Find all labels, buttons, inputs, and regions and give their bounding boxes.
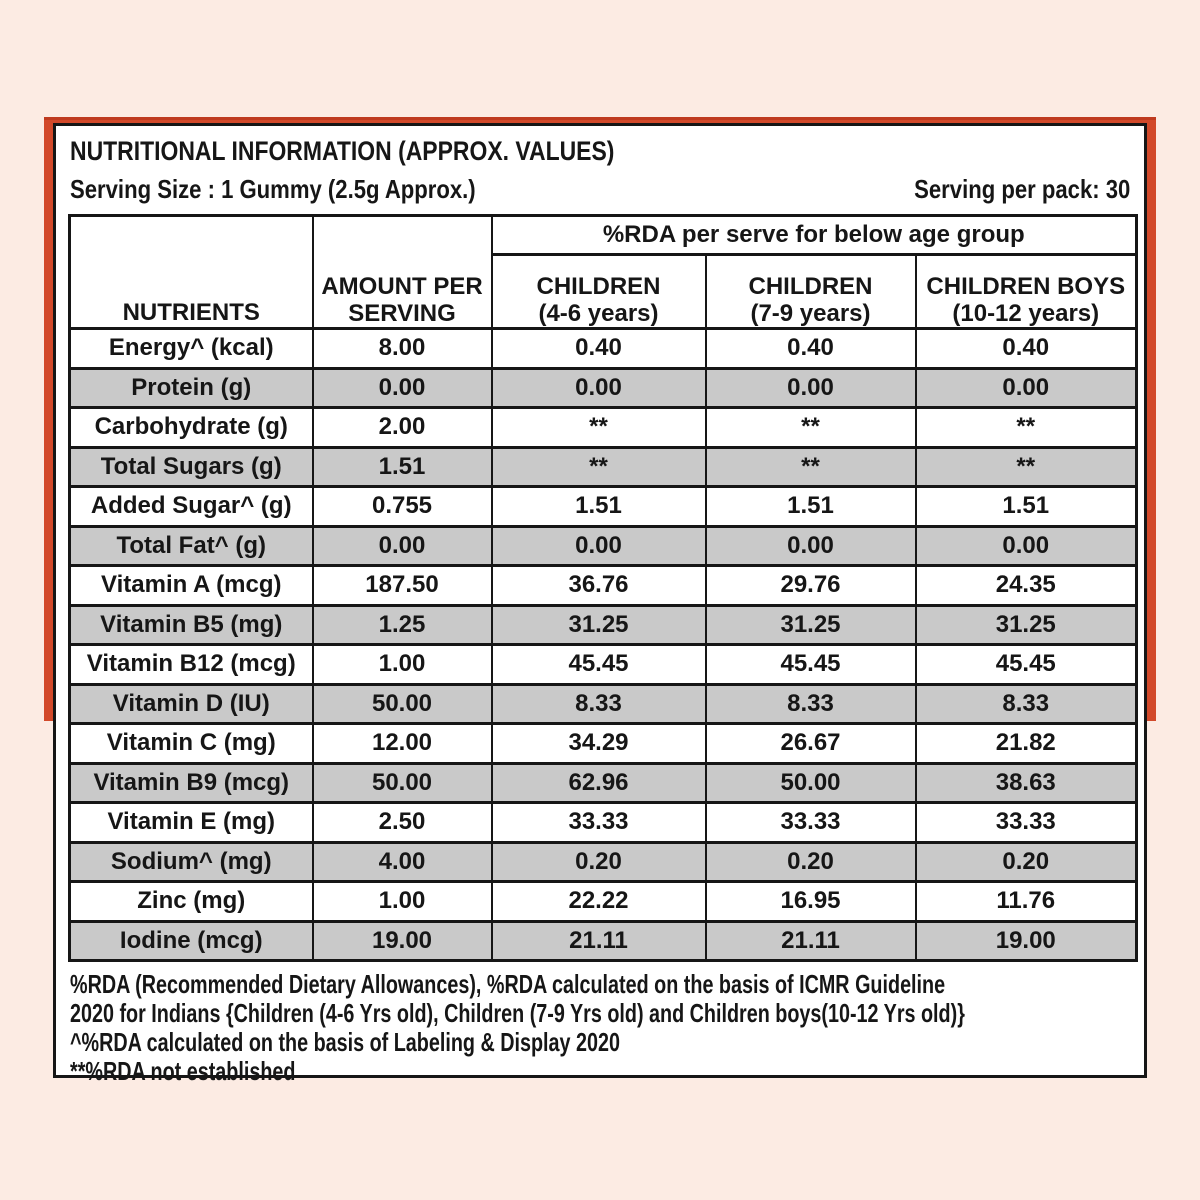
value-cell-rda_10_12: 19.00 (916, 921, 1137, 961)
value-cell-rda_7_9: ** (706, 408, 916, 448)
value-cell-rda_4_6: 33.33 (492, 803, 706, 843)
col-header-children-boys-10-12 (916, 255, 1137, 329)
serving-per-pack-text: Serving per pack: 30 (913, 174, 1130, 204)
value-cell-rda_7_9: 8.33 (706, 684, 916, 724)
table-row (70, 526, 1137, 566)
table-row (70, 566, 1137, 606)
value-cell-amount: 0.00 (313, 526, 492, 566)
value-cell-amount: 19.00 (313, 921, 492, 961)
value-cell-rda_10_12: 0.40 (916, 329, 1137, 369)
footnote-rda-age-groups: 2020 for Indians {Children (4-6 Yrs old), Children (7-9 Yrs old) and Children boys(10-12 Yrs old)} (70, 998, 965, 1028)
footnote-rda-icmr: %RDA (Recommended Dietary Allowances), %RDA calculated on the basis of ICMR Guideline (70, 969, 946, 999)
table-row (70, 329, 1137, 369)
value-cell-rda_4_6: 34.29 (492, 724, 706, 764)
value-cell-rda_10_12: 38.63 (916, 763, 1137, 803)
table-row (70, 605, 1137, 645)
table-row (70, 368, 1137, 408)
value-cell-amount: 2.00 (313, 408, 492, 448)
value-cell-rda_7_9: 26.67 (706, 724, 916, 764)
value-cell-rda_7_9: ** (706, 447, 916, 487)
value-cell-amount: 187.50 (313, 566, 492, 606)
value-cell-rda_10_12: 11.76 (916, 882, 1137, 922)
value-cell-amount: 1.51 (313, 447, 492, 487)
nutrient-name-cell: Total Sugars (g) (70, 447, 313, 487)
value-cell-rda_10_12: 8.33 (916, 684, 1137, 724)
value-cell-rda_7_9: 45.45 (706, 645, 916, 685)
col-header-children-7-9 (706, 255, 916, 329)
value-cell-amount: 2.50 (313, 803, 492, 843)
value-cell-amount: 50.00 (313, 684, 492, 724)
nutrient-name-cell: Vitamin D (IU) (70, 684, 313, 724)
value-cell-rda_7_9: 16.95 (706, 882, 916, 922)
col-header-nutrients: NUTRIENTS (70, 216, 313, 329)
value-cell-rda_4_6: ** (492, 447, 706, 487)
table-header-row-rda (70, 216, 1137, 255)
nutrition-info-card (53, 123, 1147, 1086)
nutrient-name-cell: Total Fat^ (g) (70, 526, 313, 566)
value-cell-rda_7_9: 0.20 (706, 842, 916, 882)
value-cell-rda_4_6: 45.45 (492, 645, 706, 685)
table-row (70, 763, 1137, 803)
nutrient-name-cell: Energy^ (kcal) (70, 329, 313, 369)
nutrient-name-cell: Protein (g) (70, 368, 313, 408)
value-cell-rda_10_12: 1.51 (916, 487, 1137, 527)
nutrient-name-cell: Vitamin E (mg) (70, 803, 313, 843)
nutrient-name-cell: Vitamin C (mg) (70, 724, 313, 764)
value-cell-amount: 0.00 (313, 368, 492, 408)
value-cell-rda_7_9: 50.00 (706, 763, 916, 803)
serving-size-text: Serving Size : 1 Gummy (2.5g Approx.) (70, 174, 476, 204)
nutrient-name-cell: Vitamin A (mcg) (70, 566, 313, 606)
table-row (70, 684, 1137, 724)
value-cell-rda_10_12: 31.25 (916, 605, 1137, 645)
value-cell-rda_7_9: 33.33 (706, 803, 916, 843)
nutrition-title: NUTRITIONAL INFORMATION (APPROX. VALUES) (70, 136, 615, 166)
value-cell-amount: 1.00 (313, 882, 492, 922)
value-cell-rda_7_9: 0.00 (706, 526, 916, 566)
value-cell-amount: 12.00 (313, 724, 492, 764)
value-cell-rda_7_9: 29.76 (706, 566, 916, 606)
value-cell-rda_4_6: 22.22 (492, 882, 706, 922)
nutrient-name-cell: Added Sugar^ (g) (70, 487, 313, 527)
col-header-children-4-6-line1: CHILDREN (536, 273, 661, 300)
col-header-amount-per-serving (313, 216, 492, 329)
value-cell-amount: 8.00 (313, 329, 492, 369)
nutrient-name-cell: Carbohydrate (g) (70, 408, 313, 448)
nutrient-name-cell: Vitamin B9 (mcg) (70, 763, 313, 803)
value-cell-rda_7_9: 0.40 (706, 329, 916, 369)
value-cell-rda_4_6: 62.96 (492, 763, 706, 803)
col-header-amount-line1: AMOUNT PER (321, 273, 483, 300)
value-cell-rda_10_12: ** (916, 408, 1137, 448)
serving-info-row (70, 174, 1130, 205)
value-cell-rda_10_12: 45.45 (916, 645, 1137, 685)
table-row (70, 842, 1137, 882)
footnotes-block (70, 970, 1144, 1086)
col-header-children-4-6 (492, 255, 706, 329)
value-cell-amount: 1.25 (313, 605, 492, 645)
value-cell-rda_10_12: 0.00 (916, 526, 1137, 566)
value-cell-amount: 0.755 (313, 487, 492, 527)
value-cell-rda_4_6: 1.51 (492, 487, 706, 527)
footnote-rda-labeling: ^%RDA calculated on the basis of Labeling & Display 2020 (70, 1027, 620, 1057)
table-row (70, 408, 1137, 448)
value-cell-rda_10_12: 21.82 (916, 724, 1137, 764)
value-cell-rda_4_6: 36.76 (492, 566, 706, 606)
col-header-children-4-6-line2: (4-6 years) (538, 300, 659, 327)
col-header-amount-line2: SERVING (348, 300, 456, 327)
col-header-children-7-9-line1: CHILDREN (748, 273, 873, 300)
value-cell-rda_7_9: 31.25 (706, 605, 916, 645)
table-row (70, 487, 1137, 527)
value-cell-rda_10_12: 33.33 (916, 803, 1137, 843)
value-cell-rda_10_12: 0.20 (916, 842, 1137, 882)
col-header-rda-span: %RDA per serve for below age group (492, 216, 1137, 255)
value-cell-rda_7_9: 21.11 (706, 921, 916, 961)
table-row (70, 803, 1137, 843)
col-header-children-boys-10-12-line1: CHILDREN BOYS (926, 273, 1126, 300)
table-row (70, 645, 1137, 685)
value-cell-amount: 50.00 (313, 763, 492, 803)
value-cell-rda_4_6: 8.33 (492, 684, 706, 724)
table-row (70, 447, 1137, 487)
value-cell-rda_7_9: 1.51 (706, 487, 916, 527)
table-row (70, 921, 1137, 961)
nutrient-name-cell: Vitamin B12 (mcg) (70, 645, 313, 685)
nutrition-table (68, 214, 1138, 962)
value-cell-rda_4_6: 0.40 (492, 329, 706, 369)
nutrition-table-body (70, 329, 1137, 961)
value-cell-rda_4_6: ** (492, 408, 706, 448)
value-cell-rda_4_6: 31.25 (492, 605, 706, 645)
table-row (70, 724, 1137, 764)
value-cell-rda_10_12: 24.35 (916, 566, 1137, 606)
footnote-rda-not-established: **%RDA not established (70, 1056, 296, 1086)
nutrient-name-cell: Vitamin B5 (mg) (70, 605, 313, 645)
value-cell-rda_4_6: 0.20 (492, 842, 706, 882)
nutrient-name-cell: Zinc (mg) (70, 882, 313, 922)
value-cell-rda_4_6: 0.00 (492, 526, 706, 566)
value-cell-amount: 4.00 (313, 842, 492, 882)
nutrition-table-head (70, 216, 1137, 329)
value-cell-amount: 1.00 (313, 645, 492, 685)
value-cell-rda_4_6: 0.00 (492, 368, 706, 408)
nutrient-name-cell: Sodium^ (mg) (70, 842, 313, 882)
value-cell-rda_7_9: 0.00 (706, 368, 916, 408)
col-header-children-7-9-line2: (7-9 years) (750, 300, 871, 327)
col-header-children-boys-10-12-line2: (10-12 years) (952, 300, 1100, 327)
value-cell-rda_10_12: 0.00 (916, 368, 1137, 408)
value-cell-rda_10_12: ** (916, 447, 1137, 487)
nutrient-name-cell: Iodine (mcg) (70, 921, 313, 961)
table-row (70, 882, 1137, 922)
value-cell-rda_4_6: 21.11 (492, 921, 706, 961)
